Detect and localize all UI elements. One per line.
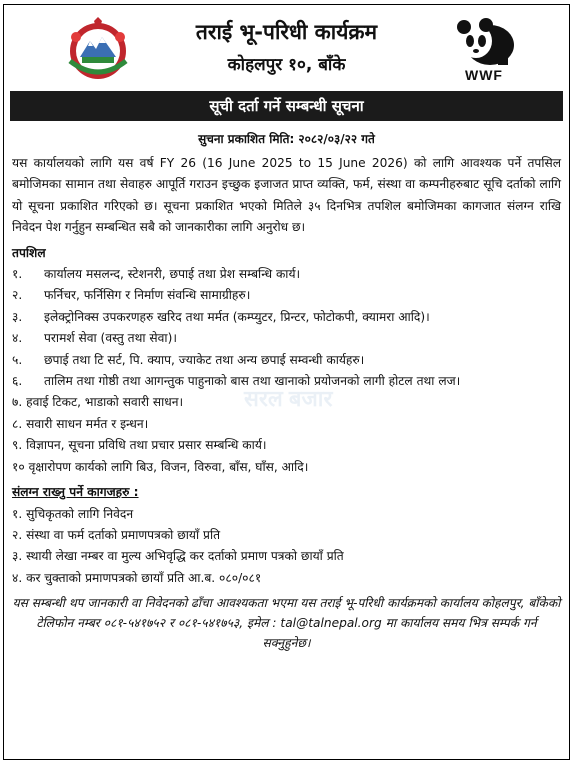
notice-body [12, 153, 561, 653]
program-title: तराई भू-परिधी कार्यक्रम [195, 20, 378, 44]
list-item: २. फर्निचर, फर्निसिग र निर्माण संवन्धि सामाग्रीहरु। [12, 288, 251, 303]
list-item: ७. हवाई टिकट, भाडाको सवारी साधन। [12, 395, 184, 410]
nepal-emblem-icon [64, 17, 132, 81]
list-item: ३. इलेक्ट्रोनिक्स उपकरणहरु खरिद तथा मर्मत (कम्प्युटर, प्रिन्टर, फोटोकपी, क्यामरा आदि)। [12, 309, 430, 324]
list-item: १. कार्यालय मसलन्द, स्टेशनरी, छपाई तथा प्रेश सम्बन्धि कार्य। [12, 267, 301, 282]
list-item: ३. स्थायी लेखा नम्बर वा मुल्य अभिवृद्धि कर दर्ताको प्रमाण पत्रको छायाँ प्रति [12, 549, 344, 564]
wwf-logo-text: WWF [465, 67, 503, 83]
schedule-list-continued [12, 392, 561, 478]
publication-date: सुचना प्रकाशित मिति: २०८२/०३/२२ गते [198, 132, 375, 146]
documents-heading: संलग्न राख्नु पर्ने कागजहरु : [12, 485, 139, 500]
office-location: कोहलपुर १०, बाँके [227, 55, 346, 75]
notice-page [3, 4, 570, 760]
watermark: सरल बजार [244, 386, 333, 411]
list-item: ६. तालिम तथा गोष्ठी तथा आगन्तुक पाहुनाको बास तथा खानाको प्रयोजनको लागी होटल तथा लज। [12, 374, 461, 389]
list-item: ९. विज्ञापन, सूचना प्रविधि तथा प्रचार प्रसार सम्बन्धि कार्य। [12, 438, 267, 453]
wwf-logo [450, 17, 518, 83]
list-item: ८. सवारी साधन मर्मत र इन्धन। [12, 416, 149, 431]
list-item: ४. परामर्श सेवा (वस्तु तथा सेवा)। [12, 331, 177, 346]
list-item: २. संस्था वा फर्म दर्ताको प्रमाणपत्रको छायाँ प्रति [12, 527, 221, 542]
schedule-list [12, 264, 561, 392]
list-item: १. सुचिकृतको लागि निवेदन [12, 506, 134, 521]
documents-list [12, 504, 561, 590]
notice-title: सूची दर्ता गर्ने सम्बन्धी सूचना [10, 91, 563, 121]
list-item: ४. कर चुक्ताको प्रमाणपत्रको छायाँ प्रति आ.ब. ०८०/०८१ [12, 570, 262, 585]
intro-paragraph: यस कार्यालयको लागि यस वर्ष FY 26 (16 June 2025 to 15 June 2026) को लागि आवश्यक पर्ने तपसिल बमोजिमका सामान तथा सेवाहरु आपूर्ति गराउन इच्छुक इजाजत प्राप्त व्यक्ति, फर्म, संस्था वा कम्पनीहरुबाट सूचि दर्ताको लागि यो सूचना प्रकाशित गरिएको छ। सूचना प्रकाशित भएको मितिले ३५ दिनभित्र तपशिल बमोजिमका कागजात संलग्न राखि निवेदन पेश गर्नुहुन सम्बन्धित सबै को जानकारीका लागि अनुरोध छ। [12, 156, 561, 235]
list-item: ५. छपाई तथा टि सर्ट, पि. क्याप, ज्याकेट तथा अन्य छपाई सम्वन्धी कार्यहरु। [12, 352, 365, 367]
list-item: १० वृक्षारोपण कार्यको लागि बिउ, विजन, विरुवा, बाँस, घाँस, आदि। [12, 459, 309, 474]
panda-icon [450, 17, 518, 67]
contact-footer: यस सम्बन्धी थप जानकारी वा निवेदनको ढाँचा आवश्यकता भएमा यस तराई भू-परिधी कार्यक्रमको कार्यालय कोहलपुर, बाँकेको टेलिफोन नम्बर ०८१-५४१७५२ र ०८१-५४१७५३, इमेल : tal@talnepal.org मा कार्यालय समय भित्र सम्पर्क गर्न सक्नुहुनेछ। [12, 596, 561, 651]
schedule-heading: तपशिल [12, 245, 46, 260]
